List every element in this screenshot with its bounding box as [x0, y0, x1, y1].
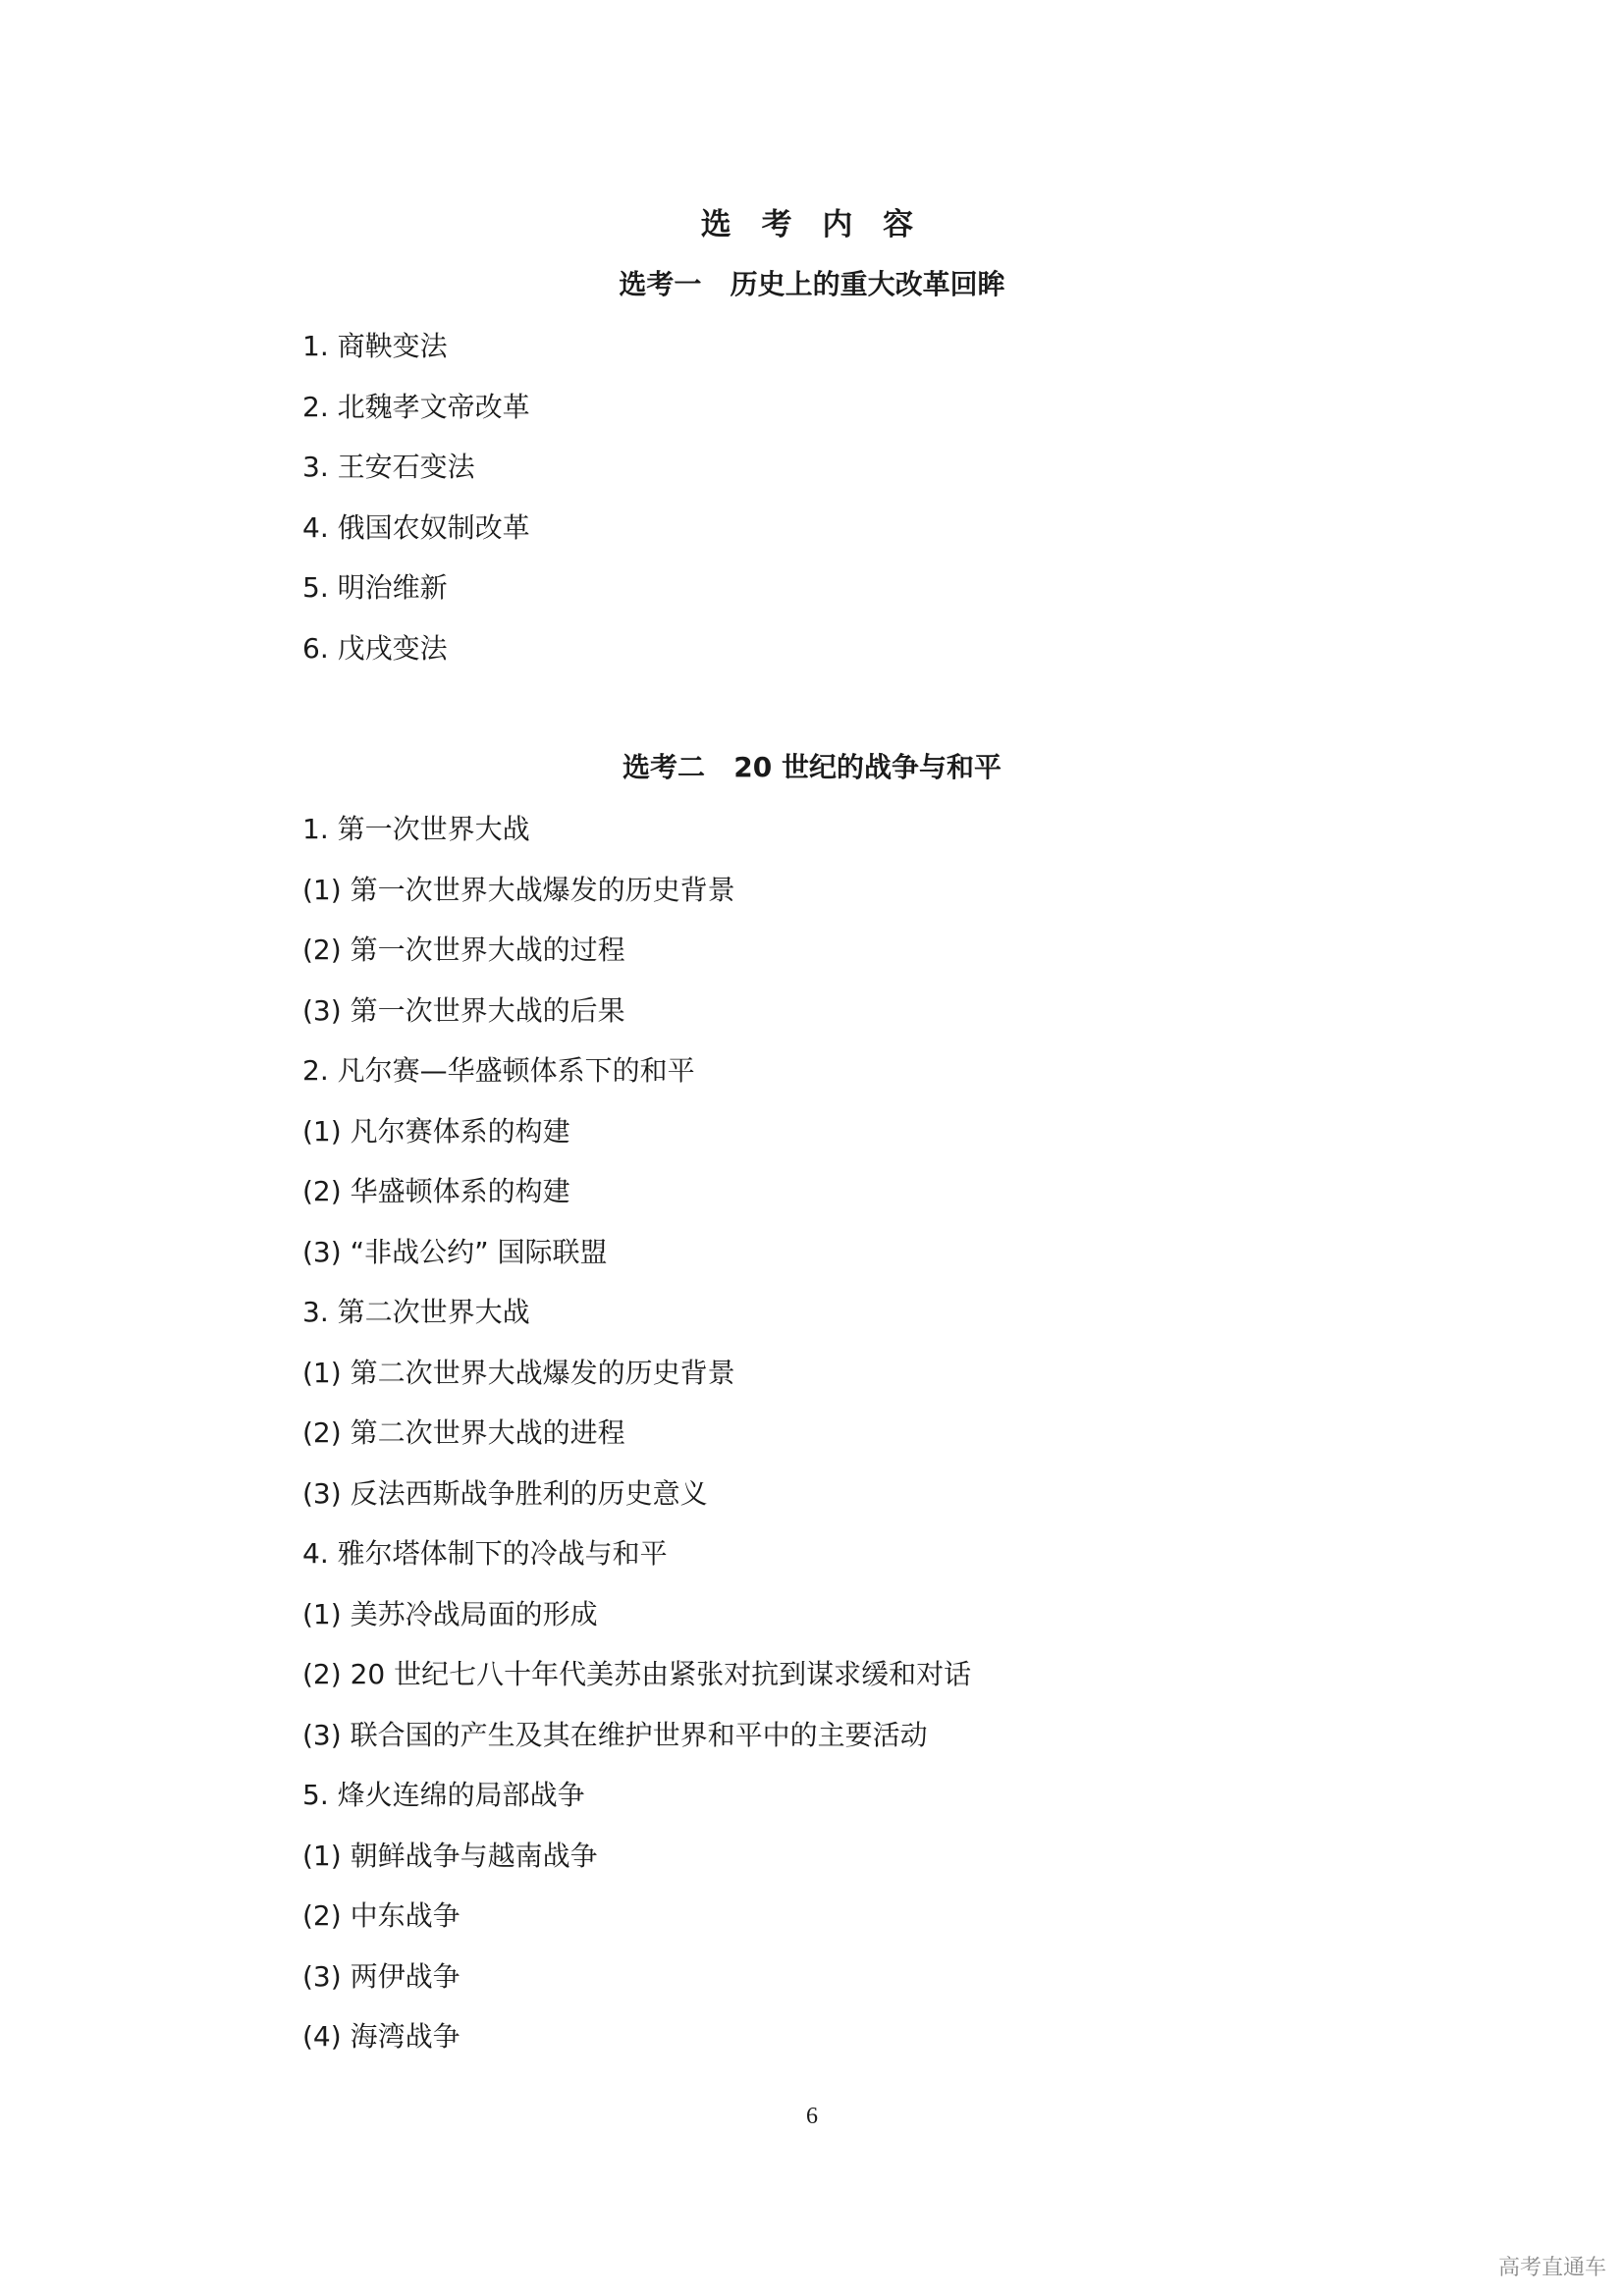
list-item: (2) 20 世纪七八十年代美苏由紧张对抗到谋求缓和对话	[302, 1658, 972, 1690]
list-item: 6. 戊戌变法	[302, 631, 448, 665]
list-item: 2. 凡尔赛—华盛顿体系下的和平	[302, 1054, 695, 1087]
list-item: (4) 海湾战争	[302, 2020, 460, 2053]
list-item: (3) 第一次世界大战的后果	[302, 993, 625, 1027]
list-item: 1. 商鞅变法	[302, 330, 448, 362]
list-item: 3. 第二次世界大战	[302, 1296, 530, 1328]
list-item: 3. 王安石变法	[302, 451, 475, 483]
section-heading-2: 选考二 20 世纪的战争与和平	[623, 751, 1001, 783]
section-heading-1: 选考一 历史上的重大改革回眸	[619, 268, 1005, 300]
list-item: (2) 第一次世界大战的过程	[302, 934, 625, 966]
list-item: 4. 俄国农奴制改革	[302, 510, 530, 544]
page-title: 选 考 内 容	[700, 207, 924, 242]
list-item: (3) 反法西斯战争胜利的历史意义	[302, 1476, 708, 1510]
list-item: 4. 雅尔塔体制下的冷战与和平	[302, 1537, 668, 1570]
list-item: (3) 联合国的产生及其在维护世界和平中的主要活动	[302, 1718, 928, 1751]
list-item: 5. 明治维新	[302, 571, 448, 604]
list-item: (3) “非战公约” 国际联盟	[302, 1235, 608, 1268]
list-item: (1) 第二次世界大战爆发的历史背景	[302, 1356, 735, 1389]
list-item: (2) 华盛顿体系的构建	[302, 1175, 570, 1207]
list-item: (1) 第一次世界大战爆发的历史背景	[302, 873, 735, 906]
list-item: (1) 美苏冷战局面的形成	[302, 1597, 598, 1630]
list-item: 1. 第一次世界大战	[302, 813, 530, 845]
section-1-list	[302, 316, 530, 678]
list-item: (1) 朝鲜战争与越南战争	[302, 1839, 598, 1872]
list-item: (2) 中东战争	[302, 1899, 460, 1932]
list-item: 5. 烽火连绵的局部战争	[302, 1779, 585, 1811]
watermark-text: 高考直通车	[1497, 2256, 1606, 2280]
list-item: (1) 凡尔赛体系的构建	[302, 1114, 570, 1148]
section-2-list	[302, 799, 971, 2067]
list-item: 2. 北魏孝文帝改革	[302, 390, 530, 423]
list-item: (2) 第二次世界大战的进程	[302, 1416, 625, 1449]
page-number: 6	[806, 2104, 818, 2129]
list-item: (3) 两伊战争	[302, 1959, 460, 1993]
